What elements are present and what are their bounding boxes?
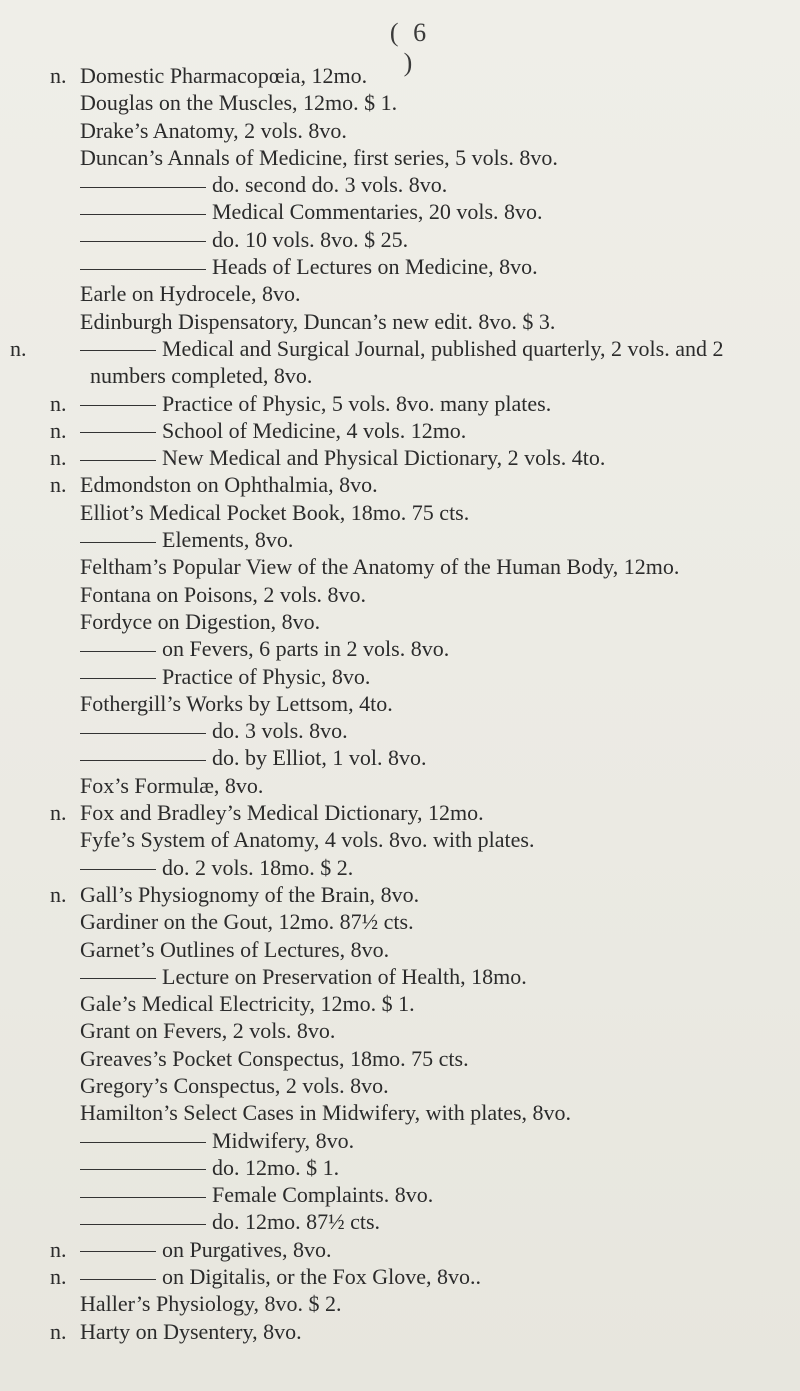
entry-text: do. by Elliot, 1 vol. 8vo.	[212, 745, 427, 771]
new-mark: n.	[50, 1264, 67, 1290]
entry-text: Edinburgh Dispensatory, Duncan’s new edit. 8vo. $ 3.	[80, 308, 556, 334]
catalog-entry	[50, 308, 790, 335]
entry-text: Haller’s Physiology, 8vo. $ 2.	[80, 1291, 342, 1317]
new-mark: n.	[50, 445, 67, 471]
catalog-entry	[50, 553, 790, 580]
entry-text: do. 10 vols. 8vo. $ 25.	[212, 226, 409, 252]
ditto-dash	[80, 241, 206, 242]
entry-text: on Digitalis, or the Fox Glove, 8vo..	[162, 1264, 481, 1290]
new-mark: n.	[50, 1236, 67, 1262]
new-mark: n.	[50, 417, 67, 443]
entry-text: Edmondston on Ophthalmia, 8vo.	[80, 472, 378, 498]
ditto-dash	[80, 214, 206, 215]
catalog-entry	[50, 963, 790, 990]
catalog-entry	[50, 198, 790, 225]
entry-text: Elliot’s Medical Pocket Book, 18mo. 75 cts.	[80, 499, 470, 525]
entry-text: on Purgatives, 8vo.	[162, 1236, 332, 1262]
entry-text: Fox’s Formulæ, 8vo.	[80, 772, 264, 798]
catalog-entry	[50, 226, 790, 253]
catalog-entry	[50, 1181, 790, 1208]
entry-text: Midwifery, 8vo.	[212, 1127, 355, 1153]
entry-text: Gregory’s Conspectus, 2 vols. 8vo.	[80, 1072, 389, 1098]
entry-text: Fothergill’s Works by Lettsom, 4to.	[80, 690, 393, 716]
entry-text: Greaves’s Pocket Conspectus, 18mo. 75 cts.	[80, 1045, 469, 1071]
catalog-entry	[50, 854, 790, 881]
entry-text: Gall’s Physiognomy of the Brain, 8vo.	[80, 881, 420, 907]
entry-text: Practice of Physic, 8vo.	[162, 663, 371, 689]
entry-text: on Fevers, 6 parts in 2 vols. 8vo.	[162, 636, 450, 662]
catalog-entry	[50, 908, 790, 935]
catalog-entry	[50, 1045, 790, 1072]
catalog-entry	[50, 881, 790, 908]
ditto-dash	[80, 542, 156, 543]
catalog-entry	[50, 1263, 790, 1290]
catalog-entry	[50, 1099, 790, 1126]
ditto-dash	[80, 760, 206, 761]
catalog-entry	[50, 744, 790, 771]
ditto-dash	[80, 1169, 206, 1170]
catalog-entry	[50, 471, 790, 498]
ditto-dash	[80, 651, 156, 652]
catalog-entry	[50, 117, 790, 144]
catalog-entry	[50, 1208, 790, 1235]
entry-text: Drake’s Anatomy, 2 vols. 8vo.	[80, 117, 347, 143]
catalog-entry	[50, 1318, 790, 1345]
entry-text: Practice of Physic, 5 vols. 8vo. many plates.	[162, 390, 552, 416]
catalog-entry	[50, 1072, 790, 1099]
entry-text: do. second do. 3 vols. 8vo.	[212, 172, 448, 198]
catalog-entry	[50, 690, 790, 717]
catalog-entry	[50, 89, 790, 116]
entry-text: Feltham’s Popular View of the Anatomy of the Human Body, 12mo.	[80, 554, 680, 580]
entry-text: Harty on Dysentery, 8vo.	[80, 1318, 302, 1344]
entry-text: Gale’s Medical Electricity, 12mo. $ 1.	[80, 991, 415, 1017]
ditto-dash	[80, 405, 156, 406]
catalog-entry	[50, 1236, 790, 1263]
entry-text: Medical Commentaries, 20 vols. 8vo.	[212, 199, 543, 225]
catalog-entry	[50, 772, 790, 799]
entry-text: do. 12mo. 87½ cts.	[212, 1209, 381, 1235]
new-mark: n.	[50, 800, 67, 826]
ditto-dash	[80, 432, 156, 433]
catalog-entry	[50, 1017, 790, 1044]
entry-text: Heads of Lectures on Medicine, 8vo.	[212, 254, 538, 280]
catalog-entry	[50, 526, 790, 553]
catalog-entry	[50, 635, 790, 662]
catalog-entry	[50, 990, 790, 1017]
page-number: ( 6 )	[389, 18, 431, 77]
ditto-dash	[80, 733, 206, 734]
entry-text: Female Complaints. 8vo.	[212, 1182, 434, 1208]
entry-text: New Medical and Physical Dictionary, 2 vols. 4to.	[162, 445, 606, 471]
entry-text: Fontana on Poisons, 2 vols. 8vo.	[80, 581, 367, 607]
entry-text: Garnet’s Outlines of Lectures, 8vo.	[80, 936, 390, 962]
new-mark: n.	[50, 472, 67, 498]
entry-text: do. 12mo. $ 1.	[212, 1154, 340, 1180]
new-mark: n.	[50, 881, 67, 907]
catalog-list	[10, 62, 790, 1345]
entry-text: Gardiner on the Gout, 12mo. 87½ cts.	[80, 909, 414, 935]
catalog-entry	[50, 826, 790, 853]
new-mark: n.	[50, 1318, 67, 1344]
entry-text: Fox and Bradley’s Medical Dictionary, 12mo.	[80, 800, 484, 826]
ditto-dash	[80, 1142, 206, 1143]
entry-text: Grant on Fevers, 2 vols. 8vo.	[80, 1018, 336, 1044]
ditto-dash	[80, 678, 156, 679]
catalog-entry	[50, 144, 790, 171]
entry-text: Medical and Surgical Journal, published quarterly, 2 vols. and 2 numbers completed, 8vo.	[90, 335, 724, 389]
catalog-entry	[50, 663, 790, 690]
catalog-entry	[50, 499, 790, 526]
catalog-entry	[50, 280, 790, 307]
ditto-dash	[80, 1224, 206, 1225]
entry-text: Earle on Hydrocele, 8vo.	[80, 281, 301, 307]
new-mark: n.	[50, 63, 67, 88]
ditto-dash	[80, 1279, 156, 1280]
entry-text: Hamilton’s Select Cases in Midwifery, with plates, 8vo.	[80, 1100, 572, 1126]
ditto-dash	[80, 978, 156, 979]
new-mark: n.	[50, 390, 67, 416]
entry-text: Fordyce on Digestion, 8vo.	[80, 608, 321, 634]
catalog-entry	[50, 253, 790, 280]
catalog-entry	[50, 171, 790, 198]
catalog-entry	[50, 1290, 790, 1317]
ditto-dash	[80, 460, 156, 461]
ditto-dash	[80, 350, 156, 351]
new-mark: n.	[10, 335, 27, 361]
ditto-dash	[80, 1251, 156, 1252]
ditto-dash	[80, 869, 156, 870]
entry-text: do. 2 vols. 18mo. $ 2.	[162, 854, 354, 880]
ditto-dash	[80, 269, 206, 270]
catalog-entry	[50, 717, 790, 744]
entry-text: Duncan’s Annals of Medicine, first series, 5 vols. 8vo.	[80, 144, 558, 170]
catalog-entry	[50, 936, 790, 963]
catalog-entry	[50, 1127, 790, 1154]
catalog-entry	[50, 417, 790, 444]
ditto-dash	[80, 187, 206, 188]
catalog-entry	[50, 62, 790, 89]
entry-text: Douglas on the Muscles, 12mo. $ 1.	[80, 90, 398, 116]
catalog-entry	[50, 799, 790, 826]
entry-text: Domestic Pharmacopœia, 12mo.	[80, 63, 368, 88]
entry-text: School of Medicine, 4 vols. 12mo.	[162, 417, 467, 443]
entry-text: Elements, 8vo.	[162, 527, 294, 553]
catalog-entry	[50, 390, 790, 417]
catalog-entry	[50, 1154, 790, 1181]
entry-text: Lecture on Preservation of Health, 18mo.	[162, 963, 527, 989]
catalog-entry	[50, 581, 790, 608]
catalog-entry	[50, 444, 790, 471]
entry-text: do. 3 vols. 8vo.	[212, 718, 348, 744]
catalog-entry	[10, 335, 790, 390]
entry-text: Fyfe’s System of Anatomy, 4 vols. 8vo. with plates.	[80, 827, 535, 853]
catalog-entry	[50, 608, 790, 635]
ditto-dash	[80, 1197, 206, 1198]
